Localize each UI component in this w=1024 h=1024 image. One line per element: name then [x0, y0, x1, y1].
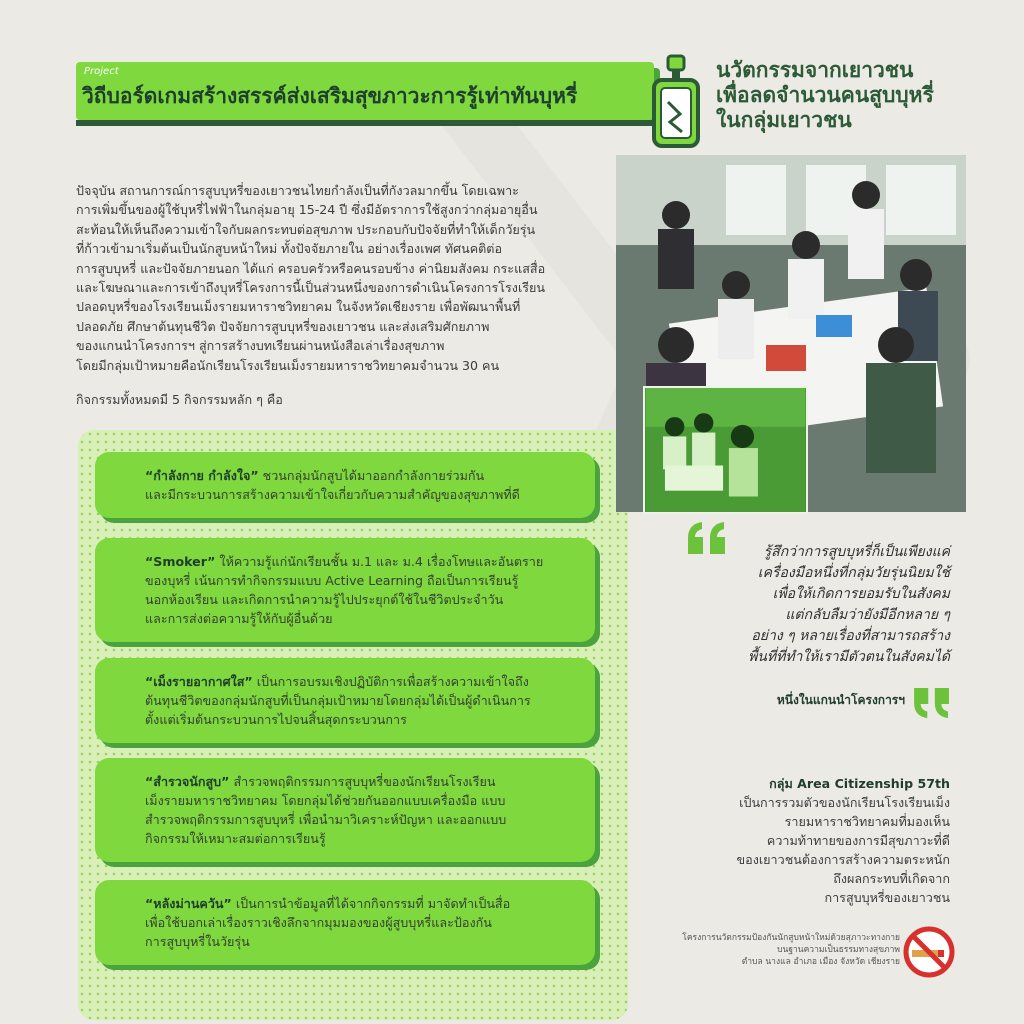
activity-text: เป็นการอบรมเชิงปฏิบัติการเพื่อสร้างความเข้าใจถึง [252, 674, 529, 689]
footer-line: โครงการนวัตกรรมป้องกันนักสูบหน้าใหม่ด้วยสุภาวะทางกาย [682, 933, 900, 943]
quote-source: หนึ่งในแกนนำโครงการฯ [776, 693, 905, 707]
group-line: เป็นการรวมตัวของนักเรียนโรงเรียนเม็ง [739, 795, 950, 810]
activity-name: “กำลังกาย กำลังใจ” [145, 468, 259, 483]
footer-credit [640, 932, 900, 968]
quote-line: แต่กลับลืมว่ายังมีอีกหลาย ๆ [785, 607, 950, 623]
footer-line: ตำบล นางแล อำเภอ เมือง จังหวัด เชียงราย [741, 957, 900, 967]
activity-text: ให้ความรู้แก่นักเรียนชั้น ม.1 และ ม.4 เรื่องโทษและอันตราย [215, 554, 544, 569]
inset-photo [643, 386, 808, 514]
activity-text: ชวนกลุ่มนักสูบได้มาออกกำลังกายร่วมกัน [258, 468, 485, 483]
intro-line: ที่ก้าวเข้ามาเริ่มต้นเป็นนักสูบหน้าใหม่ ทั้งปัจจัยภายใน อย่างเรื่องเพศ ทัศนคติต่อ [76, 241, 503, 257]
activity-line [145, 552, 577, 571]
quote-text [680, 542, 950, 668]
title-underline [76, 120, 656, 126]
vape-icon [640, 52, 710, 152]
activity-card [95, 658, 595, 743]
page-title: วิถีบอร์ดเกมสร้างสรรค์ส่งเสริมสุขภาวะการรู้เท่าทันบุหรี่ [82, 84, 578, 108]
activity-name: “หลังม่านควัน” [145, 896, 232, 911]
headline [716, 58, 1006, 133]
group-line: ความท้าทายของการมีสุขภาวะที่ดี [766, 833, 950, 848]
intro-line: ปัจจุบัน สถานการณ์การสูบบุหรี่ของเยาวชนไทยกำลังเป็นที่กังวลมากขึ้น โดยเฉพาะ [76, 183, 519, 198]
activity-text: เป็นการนำข้อมูลที่ได้จากกิจกรรมที่ มาจัดทำเป็นสื่อ [231, 896, 511, 911]
activity-line [145, 894, 577, 913]
activity-name: “สำรวจนักสูบ” [145, 774, 230, 789]
group-line: ของเยาวชนต้องการสร้างความตระหนัก [736, 852, 950, 867]
activity-text: สำรวจพฤติกรรมการสูบบุหรี่ เพื่อนำมาวิเคราะห์ปัญหา และออกแบบ [145, 812, 507, 827]
quote-line: อย่าง ๆ หลายเรื่องที่สามารถสร้าง [751, 628, 950, 644]
intro-line: ปลอดบุหรี่ของโรงเรียนเม็งรายมหาราชวิทยาคม ในจังหวัดเชียงราย เพื่อพัฒนาพื้นที่ [76, 299, 521, 315]
activity-text: และการส่งต่อความรู้ให้กับผู้อื่นด้วย [145, 611, 333, 626]
activity-line [145, 672, 577, 691]
intro-line: ของแกนนำโครงการฯ สู่การสร้างบทเรียนผ่านหนังสือเล่าเรื่องสุขภาพ [76, 338, 445, 354]
title-banner [76, 62, 654, 120]
activity-card [95, 880, 595, 965]
quote-line: พื้นที่ที่ทำให้เรามีตัวตนในสังคมได้ [748, 649, 950, 665]
activity-text: และมีกระบวนการสร้างความเข้าใจเกี่ยวกับความสำคัญของสุขภาพที่ดี [145, 487, 520, 502]
quote-close-icon [912, 688, 952, 720]
activity-text: เม็งรายมหาราชวิทยาคม โดยกลุ่มได้ช่วยกันออกแบบเครื่องมือ แบบ [145, 793, 506, 808]
activity-line [145, 466, 577, 485]
headline-line: ในกลุ่มเยาวชน [716, 108, 852, 132]
intro-paragraph [76, 181, 606, 375]
intro-line: และโฆษณาและการเข้าถึงบุหรี่โครงการนี้เป็นส่วนหนึ่งของการดำเนินโครงการโรงเรียน [76, 280, 546, 296]
group-line: ถึงผลกระทบที่เกิดจาก [833, 871, 950, 886]
project-label: Project [84, 66, 119, 77]
quote-line: รู้สึกว่าการสูบบุหรี่ก็เป็นเพียงแค่ [763, 544, 950, 560]
group-line: การสูบบุหรี่ของเยาวชน [824, 890, 950, 905]
activity-text: ต้นทุนชีวิตของกลุ่มนักสูบที่เป็นกลุ่มเป้าหมายโดยกลุ่มได้เป็นผู้ดำเนินการ [145, 693, 531, 708]
intro-line: การเพิ่มขึ้นของผู้ใช้บุหรี่ไฟฟ้าในกลุ่มอายุ 15-24 ปี ซึ่งมีอัตราการใช้สูงกว่ากลุ่มอายุอื่น [76, 202, 538, 218]
activity-text: ของบุหรี่ เน้นการทำกิจกรรมแบบ Active Learning ถือเป็นการเรียนรู้ [145, 573, 519, 588]
quote-line: เพื่อให้เกิดการยอมรับในสังคม [772, 586, 950, 602]
activity-text: ตั้งแต่เริ่มต้นกระบวนการไปจนสิ้นสุดกระบวนการ [145, 712, 407, 727]
activity-name: “เม็งรายอากาศใส” [145, 674, 253, 689]
no-smoking-icon [902, 925, 956, 979]
activity-text: นอกห้องเรียน และเกิดการนำความรู้ไปประยุกต์ใช้ในชีวิตประจำวัน [145, 592, 504, 607]
intro-line: โดยมีกลุ่มเป้าหมายคือนักเรียนโรงเรียนเม็งรายมหาราชวิทยาคมจำนวน 30 คน [76, 357, 500, 373]
intro-line: สะท้อนให้เห็นถึงความเข้าใจกับผลกระทบต่อสุขภาพ ประกอบกับปัจจัยที่ทำให้เด็กวัยรุ่น [76, 221, 536, 237]
activity-text: กิจกรรมให้เหมาะสมต่อการเรียนรู้ [145, 831, 326, 846]
activity-text: การสูบบุหรี่ในวัยรุ่น [145, 934, 250, 949]
headline-line: เพื่อลดจำนวนคนสูบบุหรี่ [716, 83, 934, 107]
intro-line: ปลอดภัย ศึกษาต้นทุนชีวิต ปัจจัยการสูบบุหรี่ของเยาวชน และส่งเสริมศักยภาพ [76, 318, 490, 334]
activity-card [95, 452, 595, 518]
quote-line: เครื่องมือหนึ่งที่กลุ่มวัยรุ่นนิยมใช้ [757, 565, 950, 581]
group-line: รายมหาราชวิทยาคมที่มองเห็น [784, 814, 950, 829]
activity-text: สำรวจพฤติกรรมการสูบบุหรี่ของนักเรียนโรงเรียน [229, 774, 496, 789]
activity-name: “Smoker” [145, 554, 216, 569]
group-description [700, 774, 950, 907]
intro-line: การสูบบุหรี่ และปัจจัยภายนอก ได้แก่ ครอบครัวหรือคนรอบข้าง ค่านิยมสังคม กระแสสื่อ [76, 260, 546, 276]
activity-card [95, 538, 595, 642]
footer-line: บนฐานความเป็นธรรมทางสุขภาพ [777, 945, 900, 955]
headline-line: นวัตกรรมจากเยาวชน [716, 58, 914, 82]
activity-card [95, 758, 595, 862]
group-title: กลุ่ม Area Citizenship 57th [769, 776, 950, 791]
activity-line [145, 772, 577, 791]
activity-text: เพื่อใช้บอกเล่าเรื่องราวเชิงลึกจากมุมมองของผู้สูบบุหรี่และป้องกัน [145, 915, 492, 930]
activities-summary: กิจกรรมทั้งหมดมี 5 กิจกรรมหลัก ๆ คือ [76, 392, 283, 407]
